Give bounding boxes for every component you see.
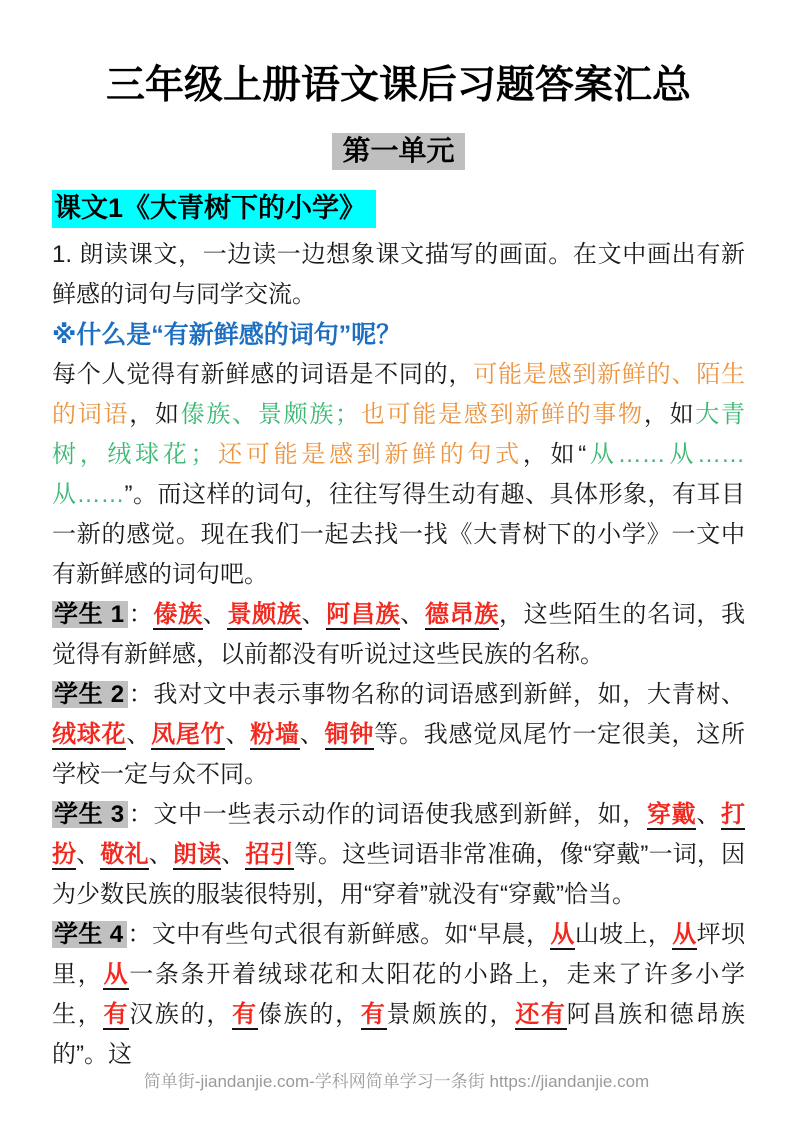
unit-heading-row xyxy=(52,129,745,169)
student-2-text: ：我对文中表示事物名称的词语感到新鲜，如，大青树、绒球花、凤尾竹、粉墙、铜钟等。我感觉凤尾竹一定很美，这所学校一定与众不同。 xyxy=(52,680,746,788)
student-1-text: ：傣族、景颇族、阿昌族、德昂族，这些陌生的名词，我觉得有新鲜感，以前都没有听说过这些民族的名称。 xyxy=(52,600,746,668)
page-title: 三年级上册语文课后习题答案汇总 xyxy=(105,64,691,107)
student-answer-2 xyxy=(52,675,745,795)
explanation-paragraph: 每个人觉得有新鲜感的词语是不同的，可能是感到新鲜的、陌生的词语，如傣族、景颇族；也可能是感到新鲜的事物，如大青树，绒球花；还可能是感到新鲜的句式，如“从……从……从……”。而这样的词句，往往写得生动有趣、具体形象，有耳目一新的感觉。现在我们一起去找一找《大青树下的小学》一文中有新鲜感的词句吧。 xyxy=(52,360,746,588)
student-2-label: 学生 2 xyxy=(52,681,128,708)
unit-heading: 第一单元 xyxy=(332,133,464,170)
lesson-heading-row xyxy=(52,186,745,225)
note-heading: ※什么是“有新鲜感的词句”呢？ xyxy=(52,320,402,349)
student-answer-4 xyxy=(52,915,745,1075)
student-answer-1 xyxy=(52,595,745,675)
lesson-heading: 课文1《大青树下的小学》 xyxy=(52,190,376,228)
student-3-label: 学生 3 xyxy=(52,801,128,828)
student-4-label: 学生 4 xyxy=(52,921,127,948)
question-text: 1. 朗读课文，一边读一边想象课文描写的画面。在文中画出有新鲜感的词句与同学交流。 xyxy=(52,240,745,308)
footer-watermark: 简单街-jiandanjie.com-学科网简单学习一条街 https://jiandanjie.com xyxy=(143,1072,650,1091)
student-4-text: ：文中有些句式很有新鲜感。如“早晨，从山坡上，从坪坝里，从一条条开着绒球花和太阳花的小路上，走来了许多小学生，有汉族的，有傣族的，有景颇族的，还有阿昌族和德昂族的”。这 xyxy=(52,920,746,1068)
student-1-label: 学生 1 xyxy=(52,601,128,628)
student-answer-3 xyxy=(52,795,745,915)
student-3-text: ：文中一些表示动作的词语使我感到新鲜，如，穿戴、打扮、敬礼、朗读、招引等。这些词语非常准确，像“穿戴”一词，因为少数民族的服装很特别，用“穿着”就没有“穿戴”恰当。 xyxy=(52,800,746,908)
